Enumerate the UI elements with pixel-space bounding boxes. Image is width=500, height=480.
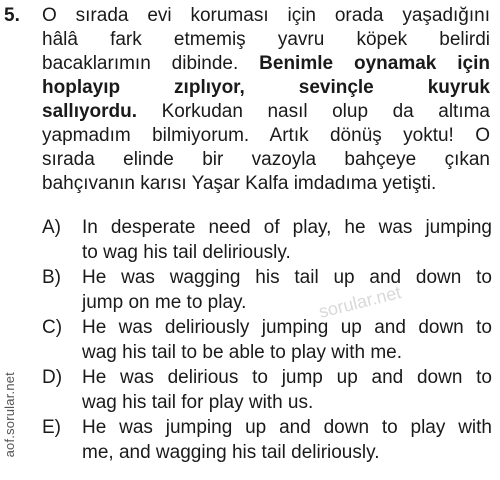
stem-line: yapmadım bilmiyorum. Artık dönüş yoktu! O <box>42 125 490 146</box>
stem-line <box>42 76 490 100</box>
option-c[interactable] <box>42 315 494 365</box>
stem-line <box>42 52 490 76</box>
option-text: He was delirious to jump up and down to <box>82 367 492 388</box>
stem-text: Korkudan nasıl olup da altıma <box>137 101 490 122</box>
stem-line: O sırada evi koruması için orada yaşadığını <box>42 5 490 26</box>
option-text: In desperate need of play, he was jumping <box>82 217 492 238</box>
stem-text: bacaklarımın dibinde. <box>42 53 260 74</box>
answer-options <box>42 215 494 465</box>
option-a[interactable] <box>42 215 494 265</box>
option-text: me, and wagging his tail deliriously. <box>82 442 380 463</box>
stem-line: bahçıvanın karısı Yaşar Kalfa imdadıma yetişti. <box>42 173 437 194</box>
option-text: wag his tail for play with us. <box>82 392 314 413</box>
stem-line: hâlâ fark etmemiş yavru köpek belirdi <box>42 29 490 50</box>
question-number: 5. <box>4 5 20 26</box>
option-letter: C) <box>42 317 63 338</box>
stem-bold-text: sallıyordu. <box>42 101 138 122</box>
center-watermark: sorular.net <box>316 282 404 322</box>
option-text: He was deliriously jumping up and down to <box>82 317 492 338</box>
option-text: to wag his tail deliriously. <box>82 242 291 263</box>
option-e[interactable] <box>42 415 494 465</box>
side-watermark: aof.sorular.net <box>2 372 17 458</box>
stem-line: sırada elinde bir vazoyla bahçeye çıkan <box>42 149 490 170</box>
option-d[interactable] <box>42 365 494 415</box>
option-text: He was jumping up and down to play with <box>82 417 492 438</box>
option-text: jump on me to play. <box>82 292 247 313</box>
stem-bold-text: hoplayıp zıplıyor, sevinçle kuyruk <box>42 77 490 98</box>
option-text: He was wagging his tail up and down to <box>82 267 492 288</box>
option-letter: E) <box>42 417 61 438</box>
stem-bold-text: Benimle oynamak için <box>259 53 490 74</box>
option-letter: D) <box>42 367 63 388</box>
question-stem <box>42 4 490 196</box>
option-letter: A) <box>42 217 61 238</box>
option-text: wag his tail to be able to play with me. <box>82 342 403 363</box>
option-letter: B) <box>42 267 61 288</box>
stem-line <box>42 100 490 124</box>
option-b[interactable] <box>42 265 494 315</box>
